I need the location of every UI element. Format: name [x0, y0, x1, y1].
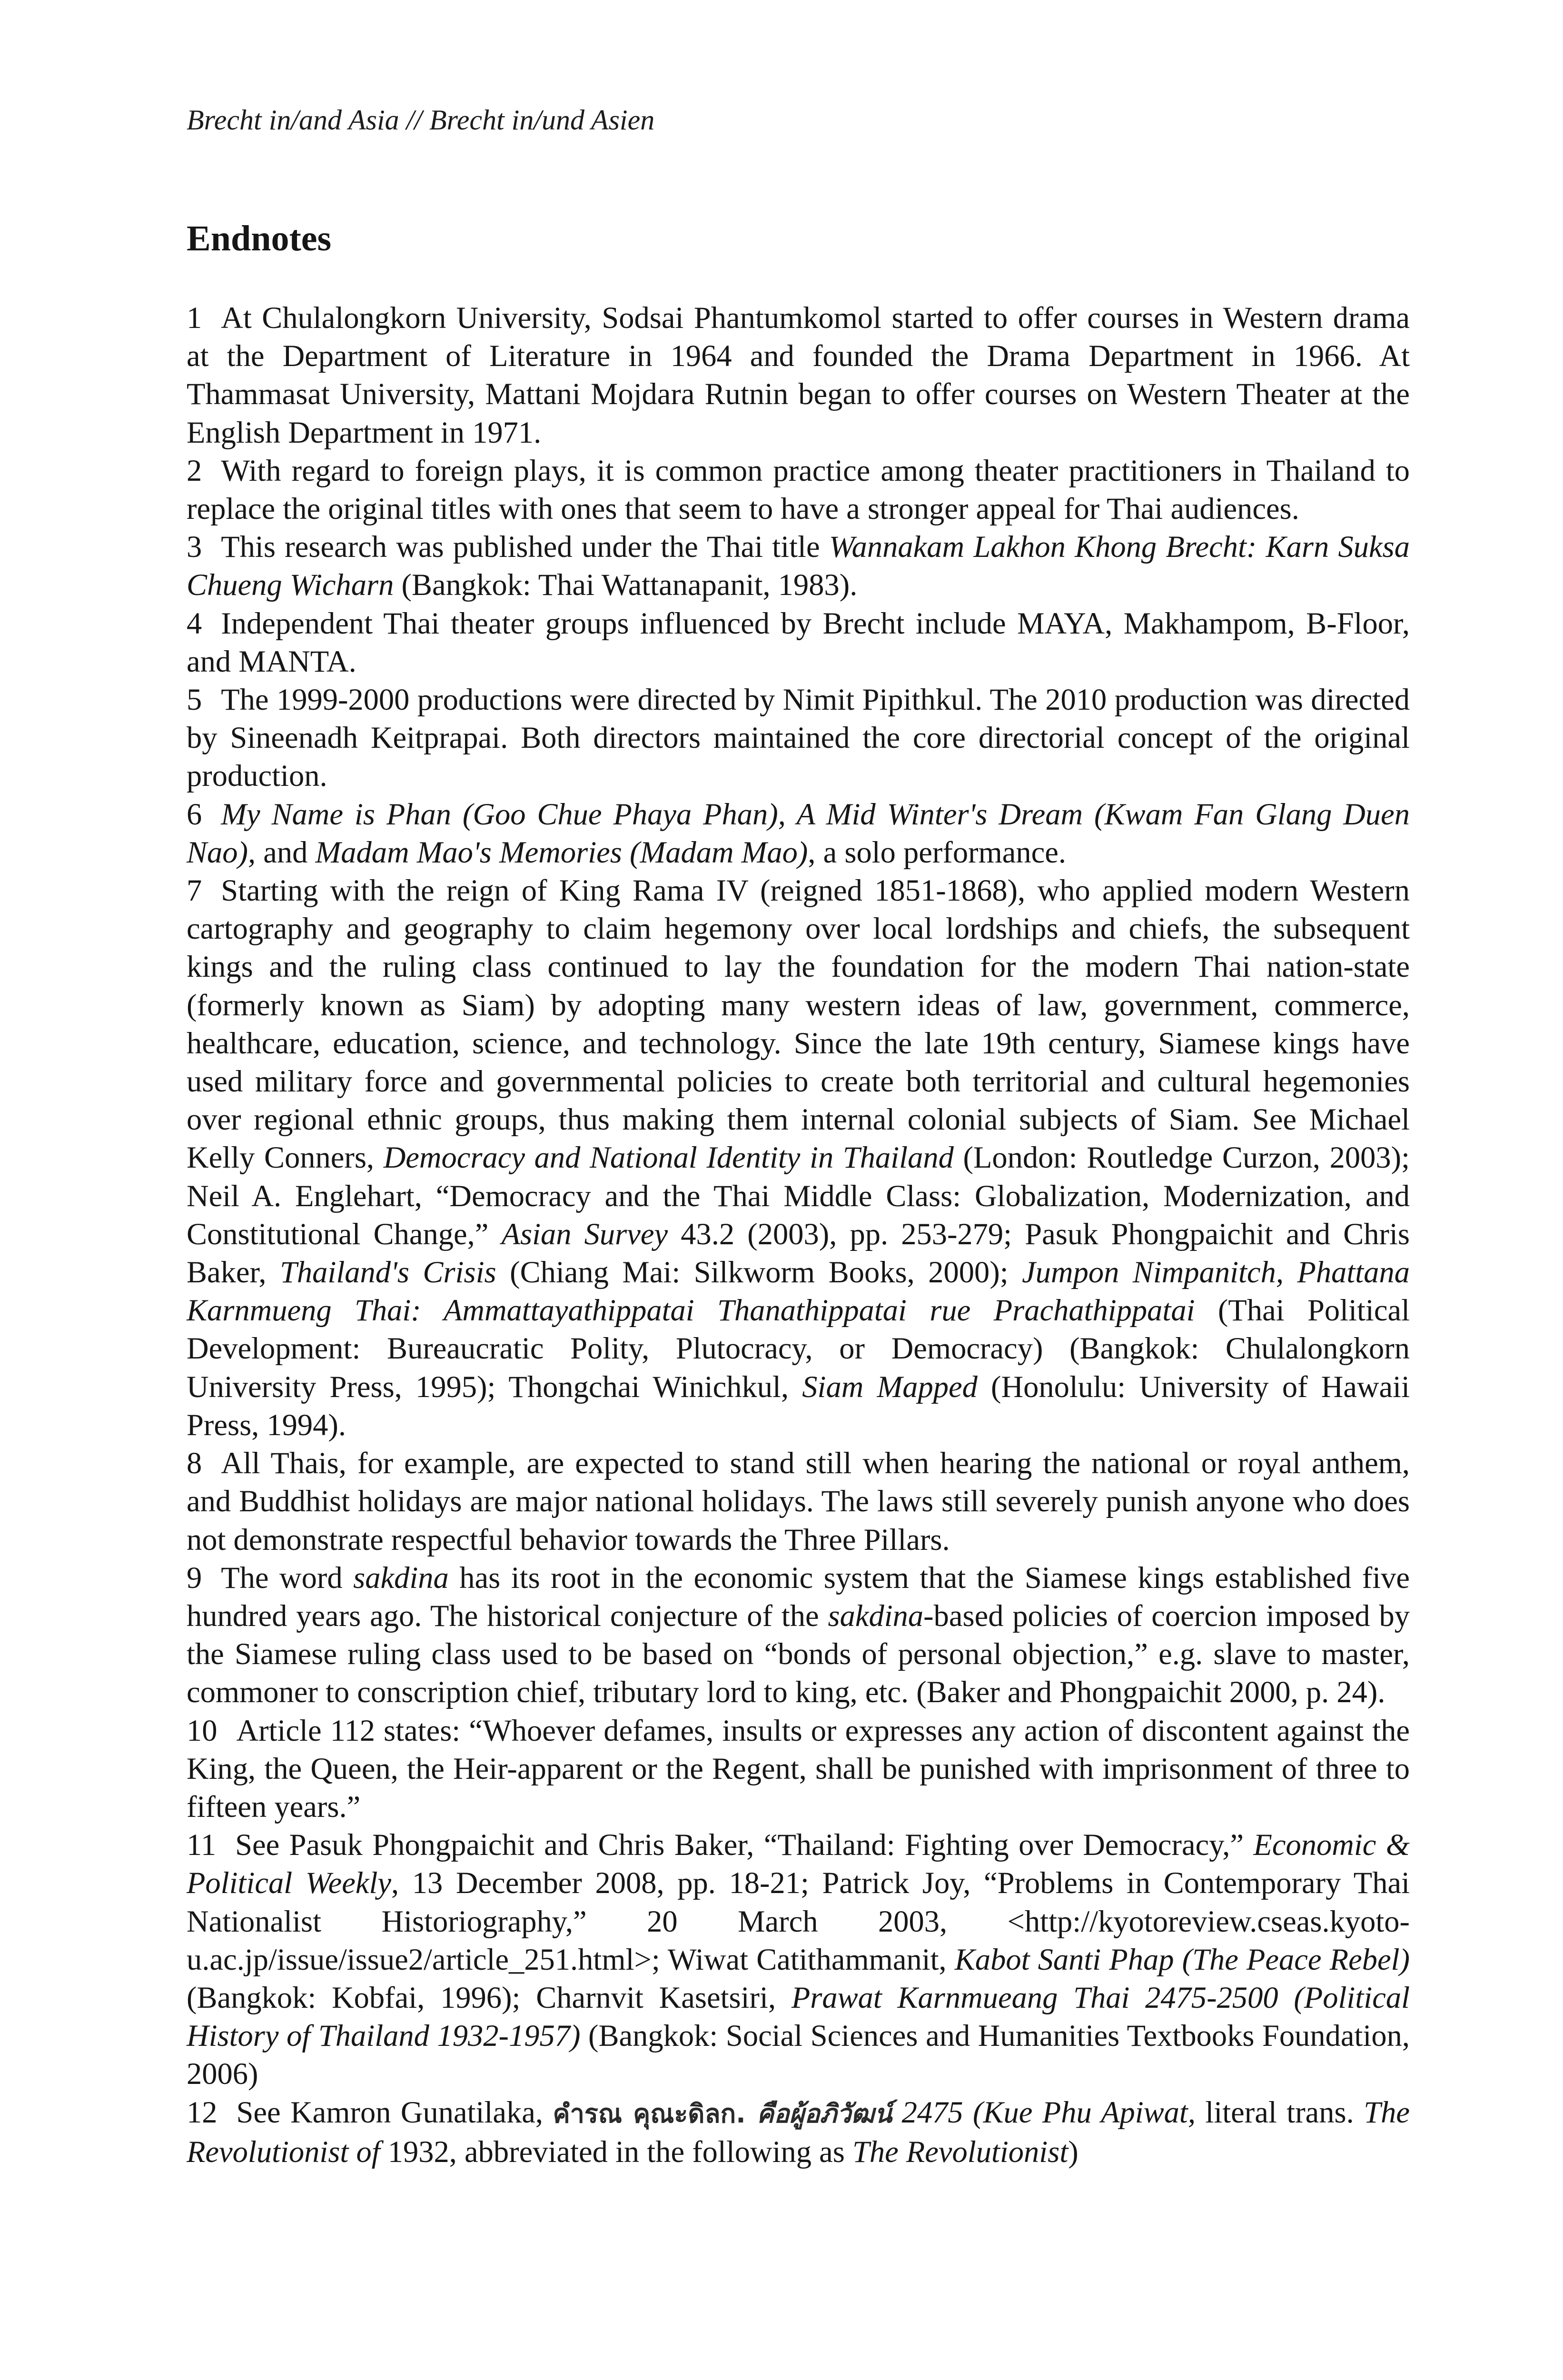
endnote-text: My Name is Phan (Goo Chue Phaya Phan), A Mid Winter's Dream (Kwam Fan Glang Duen Nao),: [187, 797, 1410, 869]
endnote-text: sakdina: [353, 1560, 449, 1595]
thai-text: คำรณ คุณะดิลก.: [553, 2098, 757, 2129]
endnote-text: Madam Mao's Memories (Madam Mao): [315, 835, 808, 869]
endnote-text: The word: [221, 1560, 354, 1595]
endnote-text: This research was published under the Thai title: [221, 530, 829, 564]
endnote-text: Independent Thai theater groups influenced by Brecht include MAYA, Makhampom, B-Floor, and MANTA.: [187, 606, 1410, 678]
endnote: [187, 528, 1410, 604]
endnote: [187, 1444, 1410, 1559]
endnote-text: sakdina: [828, 1598, 924, 1633]
endnote: [187, 452, 1410, 528]
endnote-text: ): [1068, 2134, 1078, 2169]
endnote-text: Democracy and National Identity in Thailand: [383, 1140, 954, 1175]
endnote-number: 9: [187, 1560, 202, 1595]
endnote-text: The Revolutionist of: [187, 2095, 1410, 2169]
endnote-text: (Bangkok: Thai Wattanapanit, 1983).: [394, 568, 858, 602]
thai-text: คือผู้อภิวัฒน์: [756, 2098, 892, 2129]
endnote-text: Siam Mapped: [802, 1369, 978, 1404]
endnote-text: (Bangkok: Kobfai, 1996); Charnvit Kasetsiri,: [187, 1980, 791, 2014]
endnote-text: Starting with the reign of King Rama IV (reigned 1851-1868), who applied modern Western cartography and geography to claim hegemony over local lordships and chiefs, the subsequent kings and the ruling class continued to lay the foundation for the modern Thai nation-state (formerly known as Siam) by adopting many western ideas of law, government, commerce, healthcare, education, science, and technology. Since the late 19th century, Siamese kings have used military force and governmental policies to create both territorial and cultural hegemonies over regional ethnic groups, thus making them internal colonial subjects of Siam. See Michael Kelly Conners,: [187, 873, 1410, 1175]
endnote-number: 12: [187, 2095, 218, 2129]
endnote: [187, 605, 1410, 681]
endnote-number: 7: [187, 873, 202, 908]
endnote: [187, 1559, 1410, 1712]
endnote-number: 2: [187, 453, 202, 487]
endnote-text: 2475 (Kue Phu Apiwat,: [892, 2095, 1196, 2129]
endnote-number: 4: [187, 606, 202, 640]
endnote-number: 8: [187, 1446, 202, 1480]
endnote: [187, 795, 1410, 872]
endnote-text: (London: Routledge Curzon, 2003); Neil A. Englehart, “Democracy and the Thai Middle Class: Globalization, Modernization, and Constitutional Change,”: [187, 1140, 1410, 1251]
endnote-text: (Thai Political Development: Bureaucratic Polity, Plutocracy, or Democracy) (Bangkok: Chulalongkorn University Press, 1995); Thongchai Winichkul,: [187, 1293, 1410, 1404]
endnote-text: has its root in the economic system that the Siamese kings established five hundred years ago. The historical conjecture of the: [187, 1560, 1410, 1633]
endnote: [187, 1712, 1410, 1826]
endnote-text: At Chulalongkorn University, Sodsai Phantumkomol started to offer courses in Western drama at the Department of Literature in 1964 and founded the Drama Department in 1966. At Thammasat University, Mattani Mojdara Rutnin began to offer courses on Western Theater at the English Department in 1971.: [187, 301, 1410, 449]
endnote-text: Article 112 states: “Whoever defames, insults or expresses any action of discontent against the King, the Queen, the Heir-apparent or the Regent, shall be punished with imprisonment of three to fifteen years.”: [187, 1713, 1410, 1824]
endnote: [187, 872, 1410, 1444]
endnote-number: 5: [187, 683, 202, 717]
endnote-number: 3: [187, 530, 202, 564]
endnote-text: Jumpon Nimpanitch, Phattana Karnmueng Thai: Ammattayathippatai Thanathippatai rue Prachathippatai: [187, 1255, 1410, 1328]
endnote-text: Asian Survey: [501, 1217, 668, 1251]
endnotes-list: [187, 299, 1410, 2171]
endnote-text: , a solo performance.: [808, 835, 1067, 869]
endnote: [187, 2093, 1410, 2171]
endnote-number: 1: [187, 301, 202, 335]
endnote-text: Prawat Karnmueang Thai 2475-2500 (Political History of Thailand 1932-1957): [187, 1980, 1410, 2053]
section-heading-endnotes: Endnotes: [187, 218, 332, 258]
endnote-text: With regard to foreign plays, it is common practice among theater practitioners in Thailand to replace the original titles with ones that seem to have a stronger appeal for Thai audiences.: [187, 453, 1410, 526]
endnote-text: All Thais, for example, are expected to stand still when hearing the national or royal anthem, and Buddhist holidays are major national holidays. The laws still severely punish anyone who does not demonstrate respectful behavior towards the Three Pillars.: [187, 1446, 1410, 1557]
endnote: [187, 1826, 1410, 2093]
endnote-text: (Honolulu: University of Hawaii Press, 1994).: [187, 1369, 1410, 1442]
endnote-text: Thailand's Crisis: [280, 1255, 496, 1289]
endnote-text: The 1999-2000 productions were directed by Nimit Pipithkul. The 2010 production was directed by Sineenadh Keitprapai. Both directors maintained the core directorial concept of the original production.: [187, 683, 1410, 793]
endnote-text: Kabot Santi Phap (The Peace Rebel): [954, 1942, 1410, 1976]
endnote: [187, 299, 1410, 452]
endnote-text: Wannakam Lakhon Khong Brecht: Karn Suksa Chueng Wicharn: [187, 530, 1410, 602]
endnote: [187, 681, 1410, 795]
running-head: Brecht in/and Asia // Brecht in/und Asien: [187, 104, 655, 136]
endnote-text: (Bangkok: Social Sciences and Humanities Textbooks Foundation, 2006): [187, 2019, 1410, 2091]
endnote-number: 10: [187, 1713, 218, 1747]
endnote-text: 1932, abbreviated in the following as: [380, 2134, 853, 2169]
endnote-text: See Pasuk Phongpaichit and Chris Baker, “Thailand: Fighting over Democracy,”: [235, 1828, 1254, 1862]
endnote-text: Economic & Political Weekly: [187, 1828, 1410, 1900]
endnote-text: (Chiang Mai: Silkworm Books, 2000);: [496, 1255, 1022, 1289]
endnote-text: , 13 December 2008, pp. 18-21; Patrick Joy, “Problems in Contemporary Thai Nationalist Historiography,” 20 March 2003, <http://kyotoreview.cseas.kyoto-u.ac.jp/issue/issue2/article_251.html>; Wiwat Catithammanit,: [187, 1866, 1410, 1976]
endnote-text: See Kamron Gunatilaka,: [236, 2095, 553, 2129]
endnote-text: -based policies of coercion imposed by the Siamese ruling class used to be based on “bonds of personal objection,” e.g. slave to master, commoner to conscription chief, tributary lord to king, etc. (Baker and Phongpaichit 2000, p. 24).: [187, 1598, 1410, 1709]
endnote-text: 43.2 (2003), pp. 253-279; Pasuk Phongpaichit and Chris Baker,: [187, 1217, 1410, 1289]
endnote-number: 6: [187, 797, 202, 831]
endnote-text: and: [256, 835, 316, 869]
endnote-number: 11: [187, 1828, 217, 1862]
endnote-text: The Revolutionist: [852, 2134, 1068, 2169]
endnote-text: literal trans.: [1195, 2095, 1364, 2129]
